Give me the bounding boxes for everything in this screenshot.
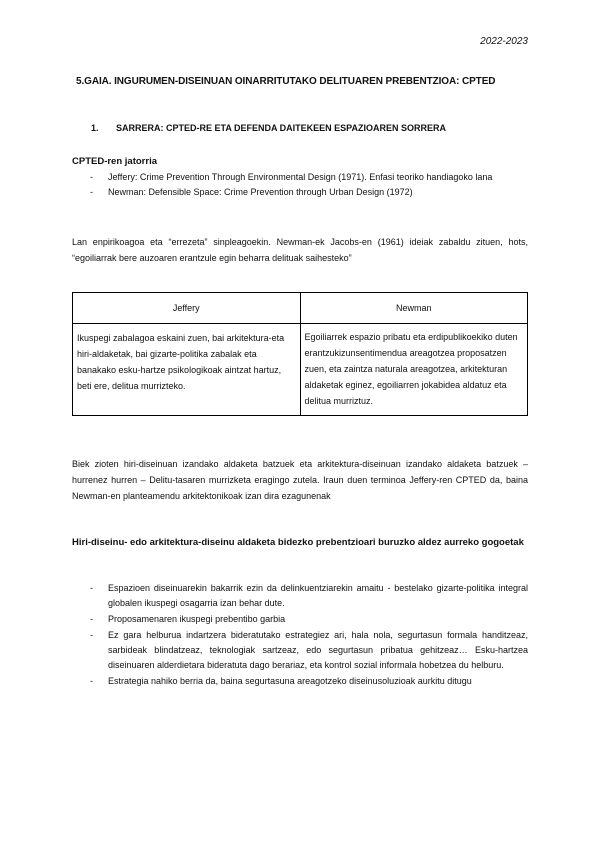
- comparison-table: [72, 292, 528, 416]
- subheading: Hiri-diseinu- edo arkitektura-diseinu aldaketa bidezko prebentzioari buruzko aldez aurreko gogoetak: [72, 537, 524, 548]
- list-item-text: Jeffery: Crime Prevention Through Environmental Design (1971). Enfasi teoriko handiagoko lana: [108, 172, 493, 182]
- dash-bullet: -: [90, 630, 93, 640]
- dash-bullet: -: [90, 172, 93, 182]
- list-item: [72, 612, 528, 627]
- table-header-newman: Newman: [300, 293, 528, 324]
- section-label: SARRERA: CPTED-RE ETA DEFENDA DAITEKEEN ESPAZIOAREN SORRERA: [116, 123, 447, 133]
- list-item: [72, 628, 528, 673]
- origin-list: [72, 170, 528, 200]
- paragraph-intro: Lan enpirikoagoa eta “errezeta” sinpleagoekin. Newman-ek Jacobs-en (1961) ideiak zabaldu zituen, hots, “egoiliarrak bere auzoaren erantzule egin beharra delituak saihesteko”: [72, 237, 528, 263]
- list-item-text: Estrategia nahiko berria da, baina segurtasuna areagotzeko diseinusoluzioak aurkitu ditugu: [108, 676, 472, 686]
- dash-bullet: -: [90, 614, 93, 624]
- table-row: [73, 324, 528, 416]
- dash-bullet: -: [90, 676, 93, 686]
- paragraph-summary: Biek zioten hiri-diseinuan izandako aldaketa batzuek eta arkitektura-diseinuan izandako aldaketa batzuek – hurrenez hurren – Delitu-tasaren murrizketa eragingo zutela. Iraun duen terminoa Jeffery-ren CPTED da, baina Newman-en planteamendu arkitektonikoak izan dira ezagunenak: [72, 459, 528, 501]
- list-item: [72, 185, 528, 200]
- table-header-row: [73, 293, 528, 324]
- list-item: [72, 170, 528, 185]
- list-item-text: Proposamenaren ikuspegi prebentibo garbia: [108, 614, 286, 624]
- list-item: [72, 581, 528, 611]
- considerations-list: [72, 581, 528, 690]
- table-cell-newman: Egoiliarrek espazio pribatu eta erdipublikoekiko duten erantzukizunsentimendua areagotzea proposatzen zuen, eta zaintza naturala areagotzea, arkitekturan aldaketak eginez, egoiliarren jokabidea aldatuz eta delitua murriztuz.: [300, 324, 528, 416]
- academic-year: 2022-2023: [480, 36, 528, 47]
- origin-heading: CPTED-ren jatorria: [72, 156, 157, 167]
- dash-bullet: -: [90, 187, 93, 197]
- list-item: [72, 674, 528, 689]
- list-item-text: Ez gara helburua indartzera bideratutako estrategiez ari, hala nola, segurtasun formala handitzeaz, sarbideak blindatzeaz, teknologiak sartzeaz, edo segurtasun pribatua gehitzeaz… Esku-hartzea diseinuaren alderdietara bideratuta dago berariaz, eta kontrol sozial informala hobetzea du helburu.: [108, 630, 528, 670]
- table-header-jeffery: Jeffery: [73, 293, 301, 324]
- list-item-text: Espazioen diseinuarekin bakarrik ezin da delinkuentziarekin amaitu - bestelako gizarte-politika integral globalen ikuspegi osagarria izan behar dute.: [108, 583, 528, 608]
- section-heading: [91, 123, 446, 133]
- list-item-text: Newman: Defensible Space: Crime Prevention through Urban Design (1972): [108, 187, 413, 197]
- dash-bullet: -: [90, 583, 93, 593]
- table-cell-jeffery: Ikuspegi zabalagoa eskaini zuen, bai arkitektura-eta hiri-aldaketak, bai gizarte-politika zabalak eta banakako esku-hartze psikologikoak aintzat hartuz, beti ere, delitua murrizteko.: [73, 324, 301, 416]
- section-number: 1.: [91, 123, 99, 133]
- chapter-title: 5.GAIA. INGURUMEN-DISEINUAN OINARRITUTAKO DELITUAREN PREBENTZIOA: CPTED: [76, 76, 496, 87]
